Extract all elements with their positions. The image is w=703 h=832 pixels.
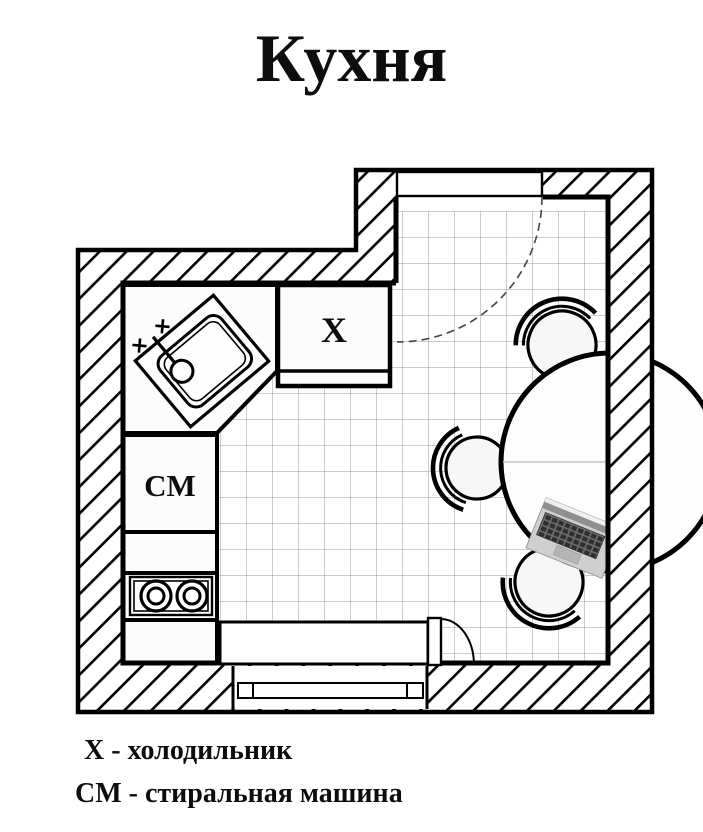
washing-machine-label: СМ <box>144 468 196 503</box>
page-title: Кухня <box>255 20 448 96</box>
door-leaf <box>428 618 441 665</box>
wall-right <box>608 170 652 712</box>
wall-notch <box>356 170 396 283</box>
wall-left <box>78 250 123 712</box>
balcony-block <box>220 618 474 665</box>
window <box>233 666 427 709</box>
wall-top-left <box>78 250 356 283</box>
stove-icon <box>123 573 217 620</box>
counter-section <box>123 532 217 573</box>
legend-item-washer: СМ - стиральная машина <box>75 778 403 809</box>
door-leaf <box>397 172 542 196</box>
fridge-label: Х <box>321 310 347 350</box>
base-cabinet-section <box>123 620 217 664</box>
window-sill <box>220 622 428 664</box>
legend-item-fridge: Х - холодильник <box>84 735 293 766</box>
